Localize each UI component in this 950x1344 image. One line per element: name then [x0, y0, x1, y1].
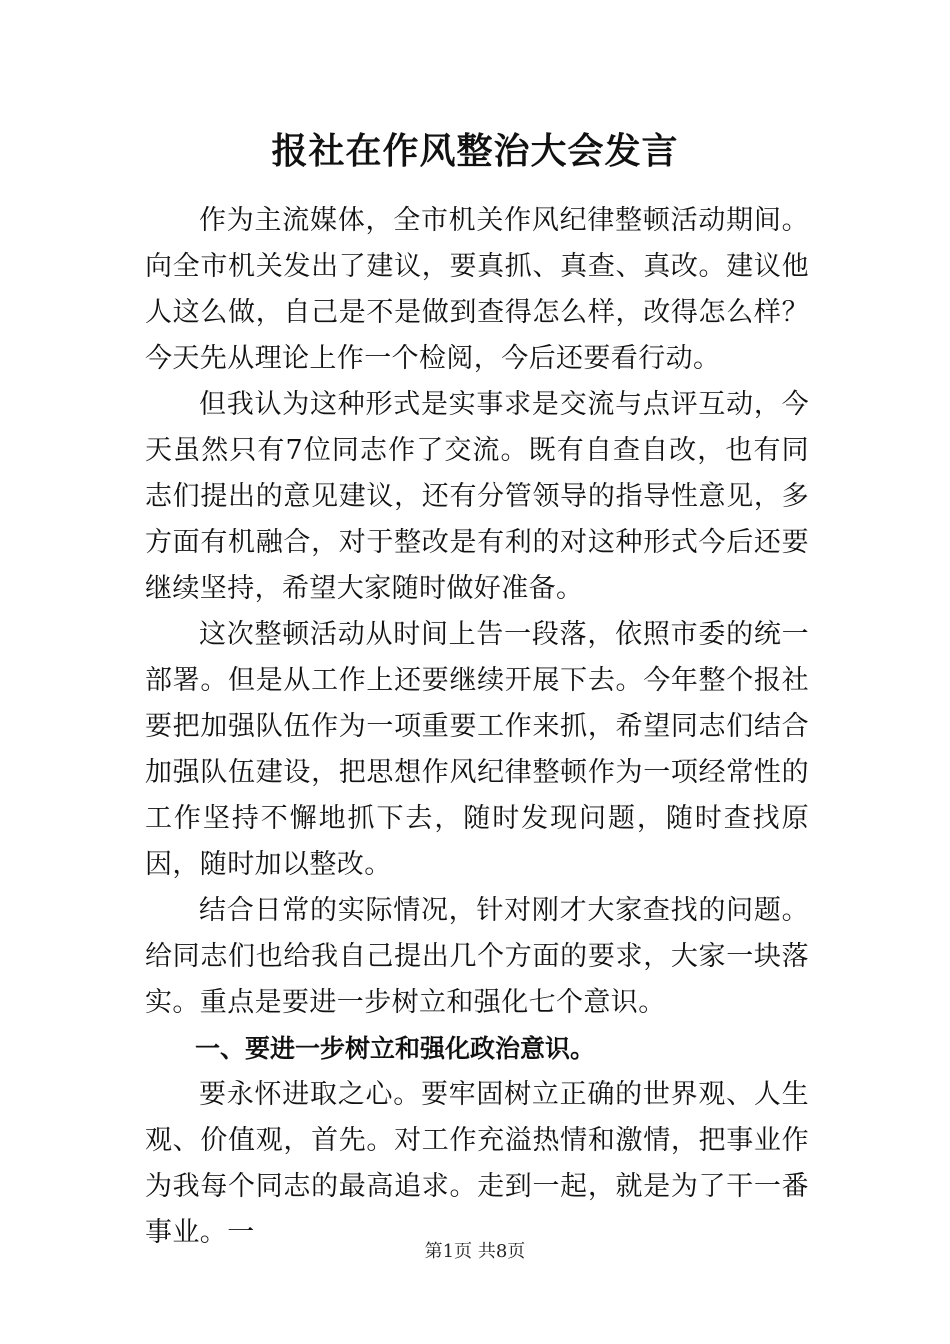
page-number-footer: 第1页 共8页 — [424, 1241, 526, 1262]
paragraph-2: 但我认为这种形式是实事求是交流与点评互动，今天虽然只有7位同志作了交流。既有自查自改，也有同志们提出的意见建议，还有分管领导的指导性意见，多方面有机融合，对于整改是有利的对这种形式今后还要继续坚持，希望大家随时做好准备。 — [145, 389, 809, 604]
section-heading-1: 一、要进一步树立和强化政治意识。 — [195, 1034, 596, 1063]
document-body — [145, 198, 809, 1256]
paragraph-3: 这次整顿活动从时间上告一段落，依照市委的统一部署。但是从工作上还要继续开展下去。今年整个报社要把加强队伍作为一项重要工作来抓，希望同志们结合加强队伍建设，把思想作风纪律整顿作为一项经常性的工作坚持不懈地抓下去，随时发现问题，随时查找原因，随时加以整改。 — [145, 619, 809, 880]
document-title: 报社在作风整治大会发言 — [271, 130, 679, 172]
paragraph-5: 要永怀进取之心。要牢固树立正确的世界观、人生观、价值观，首先。对工作充溢热情和激情，把事业作为我每个同志的最高追求。走到一起，就是为了干一番事业。一 — [145, 1079, 809, 1248]
paragraph-1: 作为主流媒体，全市机关作风纪律整顿活动期间。向全市机关发出了建议，要真抓、真查、真改。建议他人这么做，自己是不是做到查得怎么样，改得怎么样？今天先从理论上作一个检阅，今后还要看行动。 — [145, 205, 809, 374]
paragraph-4: 结合日常的实际情况，针对刚才大家查找的问题。给同志们也给我自己提出几个方面的要求，大家一块落实。重点是要进一步树立和强化七个意识。 — [145, 895, 809, 1018]
